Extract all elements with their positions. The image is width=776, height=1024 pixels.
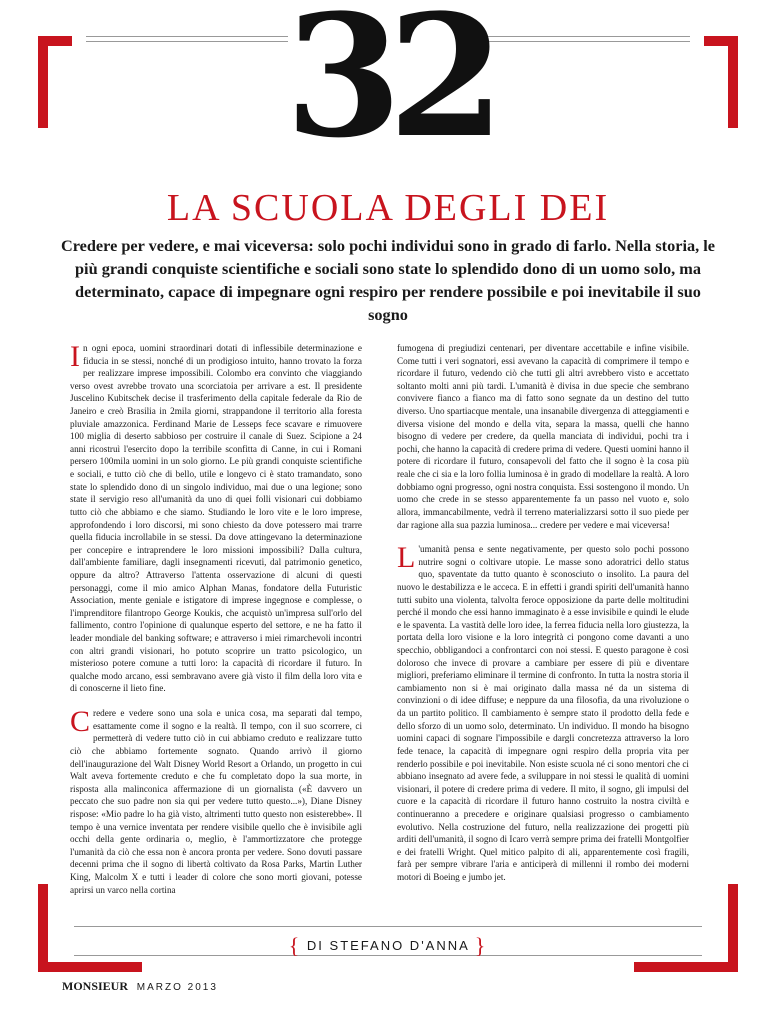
drop-cap: L: [397, 541, 416, 575]
paragraph-text: fumogena di pregiudizi centenari, per diventare accettabile e infine visibile. Come tutti i veri sognatori, essi avevano la capacità di comprimere il tempo e ricordare il futuro, vedendo ciò che tutti gli altri avrebbero visto e accettato soltanto molti anni più tardi. L'umanità è divisa in due specie che sembrano convivere fianco a fianco ma di fatto sono segnate da un destino del tutto diverso. Uno spartiacque mentale, una insanabile divergenza di atteggiamenti e diversa visione del mondo e della vita, separa la massa, quelli che hanno bisogno di vedere per credere, da quella manciata di individui, pochi tra i pochi, che hanno la capacità di credere prima di vedere. Questi uomini hanno il potere di ricordare il futuro, consapevoli del fatto che il sogno è la cosa più reale che ci sia e la loro follia luminosa è in grado di modellare la realtà. A loro dobbiamo ogni progresso, ogni nostra conquista. Essi sostengono il mondo. Un uomo che crede in se stesso apparentemente fa un passo nel vuoto e, solo allora, immancabilmente, vedrà il terreno materializzarsi sotto il suo piede per dar ragione alla sua pazzia luminosa... credere per vedere e mai viceversa!: [397, 343, 689, 530]
byline-open-brace: {: [288, 933, 302, 958]
paragraph-text: 'umanità pensa e sente negativamente, per questo solo pochi possono nutrire sogni o coltivare utopie. Le masse sono adoratrici dello status quo, spaventate da tutto quanto è sconosciuto o insolito. La paura del nuovo le destabilizza e le acceca. E in effetti i grandi spiriti dell'umanità hanno tutti subito una violenta, talvolta feroce opposizione da parte delle moltitudini perché il mondo che essi hanno immaginato è a esse invisibile e quindi le elude e le spaventa. La vastità delle loro idee, la ferrea fiducia nella loro giustezza, la portata della loro visione e la loro integrità ci pongono come davanti a uno specchio, obbligandoci a confrontarci con noi stessi. E questo paragone è così doloroso che invece di provare a cambiare per essere di più e diventare migliori, preferiamo eliminare il termine di confronto. In tutta la nostra storia il cambiamento non si è mai originato dalla massa né da un sistema di convinzioni o di idee diffuse; e neppure da una filosofia, da una rivoluzione o da un partito politico. Il cambiamento è sempre stato il prodotto della fede e dello sforzo di un uomo solo, determinato. Un individuo. Il mondo ha bisogno uomini capaci di sognare l'impossibile e dargli concretezza attraverso la loro fede tenace, la capacità di impegnare ogni respiro della propria vita per renderlo possibile e poi inevitabile. Non esiste scuola né ci sono mentori che ci abbiano insegnato ad avere fede, a sviluppare in noi stessi le qualità di uomini visionari, il potere di credere prima di vedere. Il mito, il sogno, gli impulsi del cuore e la capacità di ricordare il futuro hanno costruito la nostra civiltà e continueranno a precedere e originare qualsiasi progresso o cambiamento evolutivo. Nella costruzione del futuro, nella realizzazione dei progetti più arditi dell'umanità, il sogno di Icaro verrà sempre prima dei fratelli Montgolfier e dei fratelli Wright. Quel mitico palpito di ali, apparentemente così fragili, farà per sempre vibrare l'aria e anticiperà di millenni il rombo dei moderni motori di Boeing e jumbo jet.: [397, 544, 689, 882]
paragraph: [70, 342, 362, 695]
paragraph: [397, 342, 689, 531]
corner-frame-bottom-left-h: [38, 962, 142, 972]
article-subtitle: Credere per vedere, e mai viceversa: solo pochi individui sono in grado di farlo. Nella storia, le più grandi conquiste scientifiche e sociali sono state lo splendido dono di un uomo solo, ma determinato, capace di impegnare ogni respiro per rendere possibile e poi inevitabile il suo sogno: [60, 236, 716, 324]
page-footer: [62, 979, 218, 994]
paragraph-text: redere e vedere sono una sola e unica cosa, ma separati dal tempo, esattamente come il sogno e la realtà. Il tempo, con il suo scorrere, ci permetterà di vedere tutto ciò in cui abbiamo creduto e realizzare tutto ciò che abbiamo fortemente sognato. Quando arrivò il giorno dell'inaugurazione del Walt Disney World Resort a Orlando, un progetto in cui Walt aveva fortemente creduto e che fu completato dopo la sua morte, in risposta alla malinconica affermazione di un giornalista («È davvero un peccato che suo padre non sia qui per vedere tutto questo...»), Diane Disney rispose: «Mio padre lo ha già visto, altrimenti tutto questo non esisterebbe». Il tempo è una vernice inventata per rendere visibile quello che è invisibile agli occhi della gente ordinaria o, meglio, è l'ammortizzatore che protegge l'umanità da ciò che essa non è ancora pronta per vedere. Sono dovuti passare decenni prima che il sogno di libertà coltivato da Rosa Parks, Martin Luther King, Malcolm X e tutti i leader di colore che sono morti giovani, potesse aprirsi un varco nella cortina: [70, 708, 362, 895]
issue-date: MARZO 2013: [136, 982, 218, 993]
byline-rule-top: [74, 926, 702, 927]
magazine-name: MONSIEUR: [62, 979, 129, 993]
text-column-left: [70, 342, 362, 908]
drop-cap: C: [70, 705, 91, 739]
text-column-right: [397, 342, 689, 896]
drop-cap: I: [70, 340, 80, 373]
paragraph: [397, 543, 689, 883]
byline-close-brace: }: [474, 933, 488, 958]
paragraph-text: n ogni epoca, uomini straordinari dotati di inflessibile determinazione e fiducia in se stessi, nonché di un prodigioso intuito, hanno trovato la forza per realizzare imprese impossibili. Colombo era convinto che viaggiando verso ovest avrebbe trovato una scorciatoia per arrivare a est. Il presidente Juscelino Kubitschek decise il trasferimento della capitale federale da Rio de Janeiro e creò Brasilia in 2mila giorni, strappandone il territorio alla foresta pluviale amazzonica. Ferdinand Marie de Lesseps fece scavare e rimuovere 100 miglia di deserto sabbioso per costruire il canale di Suez. Scipione a 24 anni ricostruì l'esercito dopo la terribile sconfitta di Canne, in cui i Romani persero 100mila uomini in un solo giorno. Le più grandi conquiste scientifiche e sociali, e tutto ciò che di bello, utile e longevo ci è stato tramandato, sono state lo splendido dono di un singolo individuo, mai due o una legione; sono state il servigio reso all'umanità da uno di quei folli visionari cui dobbiamo tutto ciò che abbiamo e che siamo. Studiando le loro vite e le loro imprese, approfondendo i loro discorsi, mi sono chiesto da dove potessero mai trarre quella fiducia incrollabile in se stessi. Da dove attingevano la determinazione per concepire e intraprendere le loro missioni impossibili? Dalla cultura, dall'ambiente familiare, dagli insegnamenti ricevuti, dal patrimonio genetico, oppure da altro? Attraverso l'attenta osservazione di alcuni di questi personaggi, come il mio amico Alphan Manas, fondatore della Futuristic Association, mente geniale e istigatore di imprese ingegnose e complesse, o l'imprenditore filantropo George Koukis, che acquistò un'impresa sull'orlo del fallimento, contro l'opinione di qualunque esperto del settore, e ne ha fatto il leader mondiale del banking software; e attraverso i miei rimarchevoli incontri con altri grandi visionari, ho potuto scoprire un tratto psicologico, un misterioso potere comune a tutti loro: la capacità di ricordare il futuro. In qualche modo arcano, essi sembravano avere già visto il film della loro vita e di conoscerne il lieto fine.: [70, 343, 362, 694]
article-title: LA SCUOLA DEGLI DEI: [166, 187, 610, 229]
paragraph: [70, 707, 362, 896]
byline: [0, 933, 776, 959]
byline-author: DI STEFANO D'ANNA: [306, 938, 470, 953]
corner-frame-bottom-right-h: [634, 962, 738, 972]
article-number: 32: [285, 0, 491, 175]
